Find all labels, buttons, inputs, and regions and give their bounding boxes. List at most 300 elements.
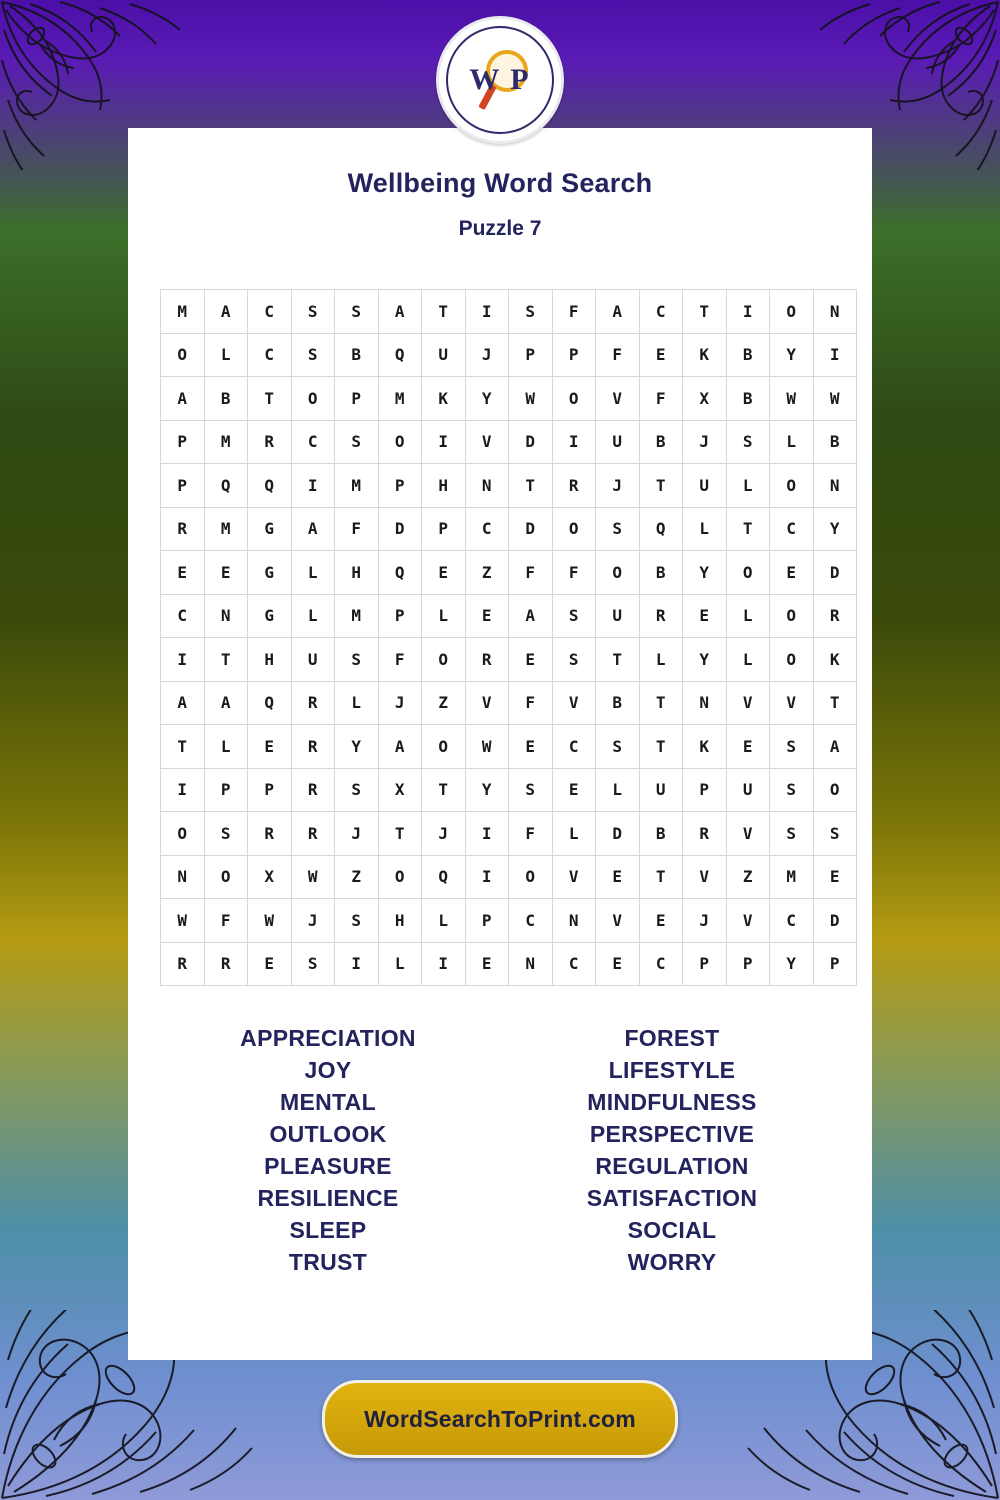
grid-cell[interactable]: C xyxy=(552,942,596,986)
grid-cell[interactable]: V xyxy=(596,899,640,943)
word-list xyxy=(160,1022,840,1278)
grid-cell[interactable]: F xyxy=(509,551,553,595)
grid-cell[interactable]: C xyxy=(509,899,553,943)
word-search-grid-wrapper xyxy=(160,289,840,986)
grid-cell[interactable]: G xyxy=(248,594,292,638)
grid-cell[interactable]: S xyxy=(813,812,857,856)
grid-cell[interactable]: Y xyxy=(770,942,814,986)
grid-cell[interactable]: V xyxy=(596,377,640,421)
grid-row xyxy=(161,812,857,856)
grid-cell[interactable]: E xyxy=(509,725,553,769)
grid-row xyxy=(161,899,857,943)
grid-cell[interactable]: U xyxy=(291,638,335,682)
grid-cell[interactable]: U xyxy=(596,420,640,464)
grid-cell[interactable]: B xyxy=(639,551,683,595)
grid-cell[interactable]: Z xyxy=(726,855,770,899)
grid-cell[interactable]: S xyxy=(335,638,379,682)
grid-cell[interactable]: C xyxy=(248,333,292,377)
grid-cell[interactable]: F xyxy=(552,290,596,334)
grid-cell[interactable]: B xyxy=(726,377,770,421)
grid-cell[interactable]: F xyxy=(596,333,640,377)
grid-cell[interactable]: S xyxy=(770,725,814,769)
grid-cell[interactable]: S xyxy=(552,594,596,638)
grid-cell[interactable]: E xyxy=(639,899,683,943)
grid-row xyxy=(161,725,857,769)
grid-cell[interactable]: Q xyxy=(639,507,683,551)
grid-cell[interactable]: N xyxy=(683,681,727,725)
grid-cell[interactable]: O xyxy=(204,855,248,899)
grid-cell[interactable]: E xyxy=(248,725,292,769)
grid-cell[interactable]: R xyxy=(248,812,292,856)
grid-cell[interactable]: L xyxy=(291,594,335,638)
grid-cell[interactable]: M xyxy=(161,290,205,334)
grid-cell[interactable]: T xyxy=(596,638,640,682)
grid-cell[interactable]: P xyxy=(204,768,248,812)
grid-cell[interactable]: E xyxy=(422,551,466,595)
grid-cell[interactable]: T xyxy=(726,507,770,551)
grid-row xyxy=(161,768,857,812)
grid-cell[interactable]: R xyxy=(291,725,335,769)
grid-cell[interactable]: C xyxy=(770,507,814,551)
grid-cell[interactable]: F xyxy=(204,899,248,943)
grid-cell[interactable]: W xyxy=(509,377,553,421)
grid-cell[interactable]: O xyxy=(813,768,857,812)
grid-row xyxy=(161,855,857,899)
grid-cell[interactable]: H xyxy=(248,638,292,682)
grid-cell[interactable]: K xyxy=(683,725,727,769)
grid-cell[interactable]: H xyxy=(378,899,422,943)
grid-cell[interactable]: T xyxy=(639,464,683,508)
grid-cell[interactable]: C xyxy=(465,507,509,551)
word-search-grid[interactable] xyxy=(160,289,857,986)
grid-cell[interactable]: U xyxy=(639,768,683,812)
grid-cell[interactable]: P xyxy=(161,464,205,508)
grid-cell[interactable]: O xyxy=(422,725,466,769)
grid-cell[interactable]: E xyxy=(770,551,814,595)
grid-cell[interactable]: P xyxy=(726,942,770,986)
grid-row xyxy=(161,333,857,377)
grid-cell[interactable]: N xyxy=(465,464,509,508)
grid-cell[interactable]: O xyxy=(770,464,814,508)
grid-cell[interactable]: I xyxy=(813,333,857,377)
grid-cell[interactable]: U xyxy=(596,594,640,638)
grid-cell[interactable]: J xyxy=(291,899,335,943)
grid-cell[interactable]: S xyxy=(770,768,814,812)
grid-cell[interactable]: D xyxy=(509,420,553,464)
word-list-item[interactable]: APPRECIATION xyxy=(240,1025,416,1051)
grid-cell[interactable]: R xyxy=(248,420,292,464)
grid-cell[interactable]: M xyxy=(335,594,379,638)
grid-cell[interactable]: W xyxy=(248,899,292,943)
grid-cell[interactable]: E xyxy=(683,594,727,638)
grid-cell[interactable]: U xyxy=(726,768,770,812)
grid-cell[interactable]: E xyxy=(596,855,640,899)
grid-cell[interactable]: E xyxy=(509,638,553,682)
footer-website-button[interactable] xyxy=(322,1380,678,1458)
grid-cell[interactable]: V xyxy=(552,855,596,899)
grid-cell[interactable]: T xyxy=(639,725,683,769)
grid-cell[interactable]: T xyxy=(248,377,292,421)
grid-cell[interactable]: T xyxy=(509,464,553,508)
grid-cell[interactable]: S xyxy=(335,768,379,812)
grid-cell[interactable]: B xyxy=(639,420,683,464)
grid-cell[interactable]: L xyxy=(726,594,770,638)
grid-cell[interactable]: U xyxy=(683,464,727,508)
grid-cell[interactable]: D xyxy=(378,507,422,551)
grid-cell[interactable]: A xyxy=(161,681,205,725)
grid-cell[interactable]: L xyxy=(683,507,727,551)
logo-letters: W P xyxy=(469,63,531,96)
grid-cell[interactable]: A xyxy=(596,290,640,334)
grid-cell[interactable]: M xyxy=(204,507,248,551)
grid-cell[interactable]: S xyxy=(596,725,640,769)
grid-cell[interactable]: Z xyxy=(465,551,509,595)
grid-cell[interactable]: J xyxy=(378,681,422,725)
grid-cell[interactable]: I xyxy=(161,768,205,812)
grid-cell[interactable]: F xyxy=(639,377,683,421)
grid-cell[interactable]: I xyxy=(465,855,509,899)
word-list-item[interactable]: PERSPECTIVE xyxy=(589,1121,755,1147)
grid-cell[interactable]: S xyxy=(335,899,379,943)
grid-cell[interactable]: M xyxy=(378,377,422,421)
grid-cell[interactable]: W xyxy=(465,725,509,769)
grid-cell[interactable]: B xyxy=(813,420,857,464)
grid-cell[interactable]: D xyxy=(813,899,857,943)
grid-cell[interactable]: S xyxy=(291,290,335,334)
grid-cell[interactable]: A xyxy=(161,377,205,421)
grid-cell[interactable]: T xyxy=(813,681,857,725)
grid-cell[interactable]: M xyxy=(204,420,248,464)
grid-cell[interactable]: D xyxy=(813,551,857,595)
grid-cell[interactable]: T xyxy=(422,768,466,812)
word-list-item[interactable]: TRUST xyxy=(288,1249,368,1275)
grid-cell[interactable]: C xyxy=(248,290,292,334)
grid-cell[interactable]: C xyxy=(770,899,814,943)
grid-cell[interactable]: T xyxy=(683,290,727,334)
grid-cell[interactable]: A xyxy=(204,290,248,334)
grid-cell[interactable]: K xyxy=(813,638,857,682)
grid-cell[interactable]: N xyxy=(509,942,553,986)
grid-cell[interactable]: T xyxy=(378,812,422,856)
grid-cell[interactable]: M xyxy=(770,855,814,899)
word-list-column-right xyxy=(504,1022,840,1278)
grid-cell[interactable]: E xyxy=(639,333,683,377)
grid-cell[interactable]: P xyxy=(161,420,205,464)
grid-row xyxy=(161,638,857,682)
grid-cell[interactable]: F xyxy=(335,507,379,551)
grid-cell[interactable]: P xyxy=(813,942,857,986)
grid-cell[interactable]: S xyxy=(204,812,248,856)
grid-cell[interactable]: E xyxy=(813,855,857,899)
grid-cell[interactable]: A xyxy=(813,725,857,769)
grid-cell[interactable]: Y xyxy=(335,725,379,769)
grid-cell[interactable]: R xyxy=(291,681,335,725)
grid-cell[interactable]: I xyxy=(335,942,379,986)
grid-cell[interactable]: L xyxy=(596,768,640,812)
grid-cell[interactable]: D xyxy=(509,507,553,551)
word-list-item[interactable]: LIFESTYLE xyxy=(608,1057,736,1083)
grid-cell[interactable]: P xyxy=(509,333,553,377)
grid-cell[interactable]: O xyxy=(596,551,640,595)
grid-cell[interactable]: B xyxy=(639,812,683,856)
grid-cell[interactable]: V xyxy=(552,681,596,725)
word-list-item[interactable]: SLEEP xyxy=(289,1217,367,1243)
grid-cell[interactable]: Q xyxy=(422,855,466,899)
grid-cell[interactable]: V xyxy=(726,812,770,856)
grid-cell[interactable]: P xyxy=(335,377,379,421)
word-list-column-left xyxy=(160,1022,496,1278)
grid-cell[interactable]: B xyxy=(596,681,640,725)
grid-cell[interactable]: K xyxy=(683,333,727,377)
grid-cell[interactable]: C xyxy=(639,290,683,334)
grid-cell[interactable]: A xyxy=(378,290,422,334)
grid-cell[interactable]: V xyxy=(465,681,509,725)
grid-cell[interactable]: J xyxy=(596,464,640,508)
grid-cell[interactable]: P xyxy=(378,594,422,638)
grid-cell[interactable]: I xyxy=(422,942,466,986)
word-list-item[interactable]: OUTLOOK xyxy=(269,1121,387,1147)
grid-cell[interactable]: E xyxy=(248,942,292,986)
grid-cell[interactable]: O xyxy=(770,638,814,682)
grid-cell[interactable]: R xyxy=(161,942,205,986)
grid-cell[interactable]: J xyxy=(335,812,379,856)
grid-cell[interactable]: I xyxy=(552,420,596,464)
grid-cell[interactable]: B xyxy=(335,333,379,377)
grid-cell[interactable]: Q xyxy=(378,333,422,377)
grid-cell[interactable]: T xyxy=(204,638,248,682)
logo-circle xyxy=(446,26,554,134)
grid-cell[interactable]: Z xyxy=(422,681,466,725)
grid-cell[interactable]: I xyxy=(291,464,335,508)
grid-cell[interactable]: I xyxy=(465,290,509,334)
grid-cell[interactable]: M xyxy=(335,464,379,508)
grid-cell[interactable]: S xyxy=(291,942,335,986)
grid-cell[interactable]: O xyxy=(422,638,466,682)
grid-cell[interactable]: U xyxy=(422,333,466,377)
grid-cell[interactable]: N xyxy=(161,855,205,899)
grid-cell[interactable]: A xyxy=(204,681,248,725)
grid-cell[interactable]: E xyxy=(552,768,596,812)
grid-cell[interactable]: C xyxy=(291,420,335,464)
grid-row xyxy=(161,377,857,421)
grid-cell[interactable]: S xyxy=(726,420,770,464)
grid-cell[interactable]: B xyxy=(204,377,248,421)
grid-cell[interactable]: H xyxy=(422,464,466,508)
grid-cell[interactable]: S xyxy=(335,290,379,334)
grid-cell[interactable]: L xyxy=(552,812,596,856)
grid-cell[interactable]: O xyxy=(509,855,553,899)
grid-cell[interactable]: O xyxy=(161,812,205,856)
grid-cell[interactable]: S xyxy=(770,812,814,856)
grid-cell[interactable]: E xyxy=(465,594,509,638)
grid-cell[interactable]: H xyxy=(335,551,379,595)
grid-cell[interactable]: S xyxy=(291,333,335,377)
grid-cell[interactable]: Y xyxy=(683,551,727,595)
grid-cell[interactable]: E xyxy=(204,551,248,595)
grid-cell[interactable]: Y xyxy=(465,768,509,812)
grid-cell[interactable]: P xyxy=(552,333,596,377)
grid-cell[interactable]: A xyxy=(509,594,553,638)
grid-cell[interactable]: F xyxy=(552,551,596,595)
grid-cell[interactable]: Q xyxy=(248,681,292,725)
grid-cell[interactable]: N xyxy=(552,899,596,943)
grid-cell[interactable]: T xyxy=(639,681,683,725)
grid-cell[interactable]: J xyxy=(422,812,466,856)
grid-cell[interactable]: I xyxy=(465,812,509,856)
grid-cell[interactable]: C xyxy=(161,594,205,638)
grid-cell[interactable]: S xyxy=(596,507,640,551)
grid-cell[interactable]: E xyxy=(465,942,509,986)
grid-cell[interactable]: E xyxy=(726,725,770,769)
grid-row xyxy=(161,942,857,986)
grid-row xyxy=(161,464,857,508)
grid-cell[interactable]: Y xyxy=(683,638,727,682)
grid-cell[interactable]: K xyxy=(422,377,466,421)
word-list-item[interactable]: MENTAL xyxy=(280,1089,376,1115)
grid-cell[interactable]: E xyxy=(161,551,205,595)
grid-cell[interactable]: L xyxy=(378,942,422,986)
grid-cell[interactable]: T xyxy=(639,855,683,899)
grid-cell[interactable]: F xyxy=(378,638,422,682)
puzzle-sheet xyxy=(128,128,872,1360)
grid-cell[interactable]: V xyxy=(726,899,770,943)
grid-cell[interactable]: P xyxy=(378,464,422,508)
grid-cell[interactable]: O xyxy=(726,551,770,595)
grid-cell[interactable]: P xyxy=(422,507,466,551)
grid-cell[interactable]: W xyxy=(813,377,857,421)
grid-cell[interactable]: P xyxy=(683,942,727,986)
grid-row xyxy=(161,420,857,464)
grid-cell[interactable]: Y xyxy=(465,377,509,421)
grid-cell[interactable]: R xyxy=(813,594,857,638)
grid-cell[interactable]: P xyxy=(683,768,727,812)
grid-cell[interactable]: L xyxy=(335,681,379,725)
grid-row xyxy=(161,551,857,595)
grid-cell[interactable]: O xyxy=(378,420,422,464)
grid-cell[interactable]: I xyxy=(422,420,466,464)
site-logo xyxy=(436,16,564,144)
grid-cell[interactable]: A xyxy=(378,725,422,769)
grid-cell[interactable]: L xyxy=(204,333,248,377)
grid-cell[interactable]: L xyxy=(726,464,770,508)
grid-cell[interactable]: Y xyxy=(813,507,857,551)
grid-cell[interactable]: R xyxy=(465,638,509,682)
grid-cell[interactable]: R xyxy=(639,594,683,638)
grid-cell[interactable]: X xyxy=(683,377,727,421)
grid-cell[interactable]: O xyxy=(552,377,596,421)
grid-cell[interactable]: S xyxy=(509,768,553,812)
grid-cell[interactable]: V xyxy=(726,681,770,725)
grid-cell[interactable]: B xyxy=(726,333,770,377)
grid-cell[interactable]: R xyxy=(291,812,335,856)
word-list-item[interactable]: FOREST xyxy=(624,1025,720,1051)
grid-cell[interactable]: X xyxy=(378,768,422,812)
grid-cell[interactable]: D xyxy=(596,812,640,856)
grid-cell[interactable]: I xyxy=(726,290,770,334)
puzzle-subtitle: Puzzle 7 xyxy=(458,217,542,240)
grid-cell[interactable]: R xyxy=(291,768,335,812)
word-list-item[interactable]: RESILIENCE xyxy=(257,1185,399,1211)
grid-cell[interactable]: L xyxy=(770,420,814,464)
grid-cell[interactable]: N xyxy=(813,290,857,334)
grid-cell[interactable]: S xyxy=(552,638,596,682)
grid-cell[interactable]: Y xyxy=(770,333,814,377)
grid-cell[interactable]: G xyxy=(248,507,292,551)
grid-cell[interactable]: Q xyxy=(248,464,292,508)
grid-row xyxy=(161,507,857,551)
grid-cell[interactable]: R xyxy=(552,464,596,508)
grid-cell[interactable]: L xyxy=(726,638,770,682)
grid-cell[interactable]: S xyxy=(509,290,553,334)
grid-cell[interactable]: W xyxy=(291,855,335,899)
word-list-item[interactable]: JOY xyxy=(304,1057,352,1083)
grid-cell[interactable]: J xyxy=(683,420,727,464)
grid-cell[interactable]: E xyxy=(596,942,640,986)
grid-cell[interactable]: F xyxy=(509,681,553,725)
grid-cell[interactable]: W xyxy=(161,899,205,943)
grid-cell[interactable]: O xyxy=(291,377,335,421)
grid-cell[interactable]: V xyxy=(465,420,509,464)
word-list-item[interactable]: PLEASURE xyxy=(264,1153,392,1179)
grid-cell[interactable]: Q xyxy=(204,464,248,508)
grid-cell[interactable]: Q xyxy=(378,551,422,595)
grid-cell[interactable]: O xyxy=(770,290,814,334)
grid-cell[interactable]: P xyxy=(465,899,509,943)
grid-row xyxy=(161,681,857,725)
word-list-item[interactable]: WORRY xyxy=(627,1249,717,1275)
grid-cell[interactable]: O xyxy=(161,333,205,377)
grid-cell[interactable]: S xyxy=(335,420,379,464)
word-list-item[interactable]: REGULATION xyxy=(595,1153,749,1179)
grid-cell[interactable]: A xyxy=(291,507,335,551)
grid-cell[interactable]: Z xyxy=(335,855,379,899)
grid-cell[interactable]: V xyxy=(683,855,727,899)
grid-cell[interactable]: O xyxy=(552,507,596,551)
grid-cell[interactable]: W xyxy=(770,377,814,421)
page-title: Wellbeing Word Search xyxy=(347,168,653,198)
grid-cell[interactable]: N xyxy=(813,464,857,508)
grid-cell[interactable]: L xyxy=(291,551,335,595)
grid-cell[interactable]: J xyxy=(465,333,509,377)
grid-cell[interactable]: G xyxy=(248,551,292,595)
grid-cell[interactable]: O xyxy=(378,855,422,899)
grid-cell[interactable]: P xyxy=(248,768,292,812)
grid-cell[interactable]: R xyxy=(204,942,248,986)
grid-cell[interactable]: O xyxy=(770,594,814,638)
grid-cell[interactable]: R xyxy=(161,507,205,551)
grid-cell[interactable]: V xyxy=(770,681,814,725)
grid-cell[interactable]: L xyxy=(422,594,466,638)
grid-cell[interactable]: I xyxy=(161,638,205,682)
grid-cell[interactable]: J xyxy=(683,899,727,943)
grid-cell[interactable]: L xyxy=(422,899,466,943)
grid-cell[interactable]: F xyxy=(509,812,553,856)
grid-cell[interactable]: C xyxy=(639,942,683,986)
grid-cell[interactable]: X xyxy=(248,855,292,899)
footer-website-label: WordSearchToPrint.com xyxy=(364,1405,636,1432)
grid-cell[interactable]: T xyxy=(422,290,466,334)
word-list-item[interactable]: SOCIAL xyxy=(627,1217,717,1243)
word-list-item[interactable]: SATISFACTION xyxy=(586,1185,758,1211)
grid-cell[interactable]: L xyxy=(204,725,248,769)
grid-cell[interactable]: N xyxy=(204,594,248,638)
grid-cell[interactable]: R xyxy=(683,812,727,856)
grid-row xyxy=(161,290,857,334)
grid-cell[interactable]: C xyxy=(552,725,596,769)
word-list-item[interactable]: MINDFULNESS xyxy=(587,1089,757,1115)
grid-cell[interactable]: L xyxy=(639,638,683,682)
grid-cell[interactable]: T xyxy=(161,725,205,769)
